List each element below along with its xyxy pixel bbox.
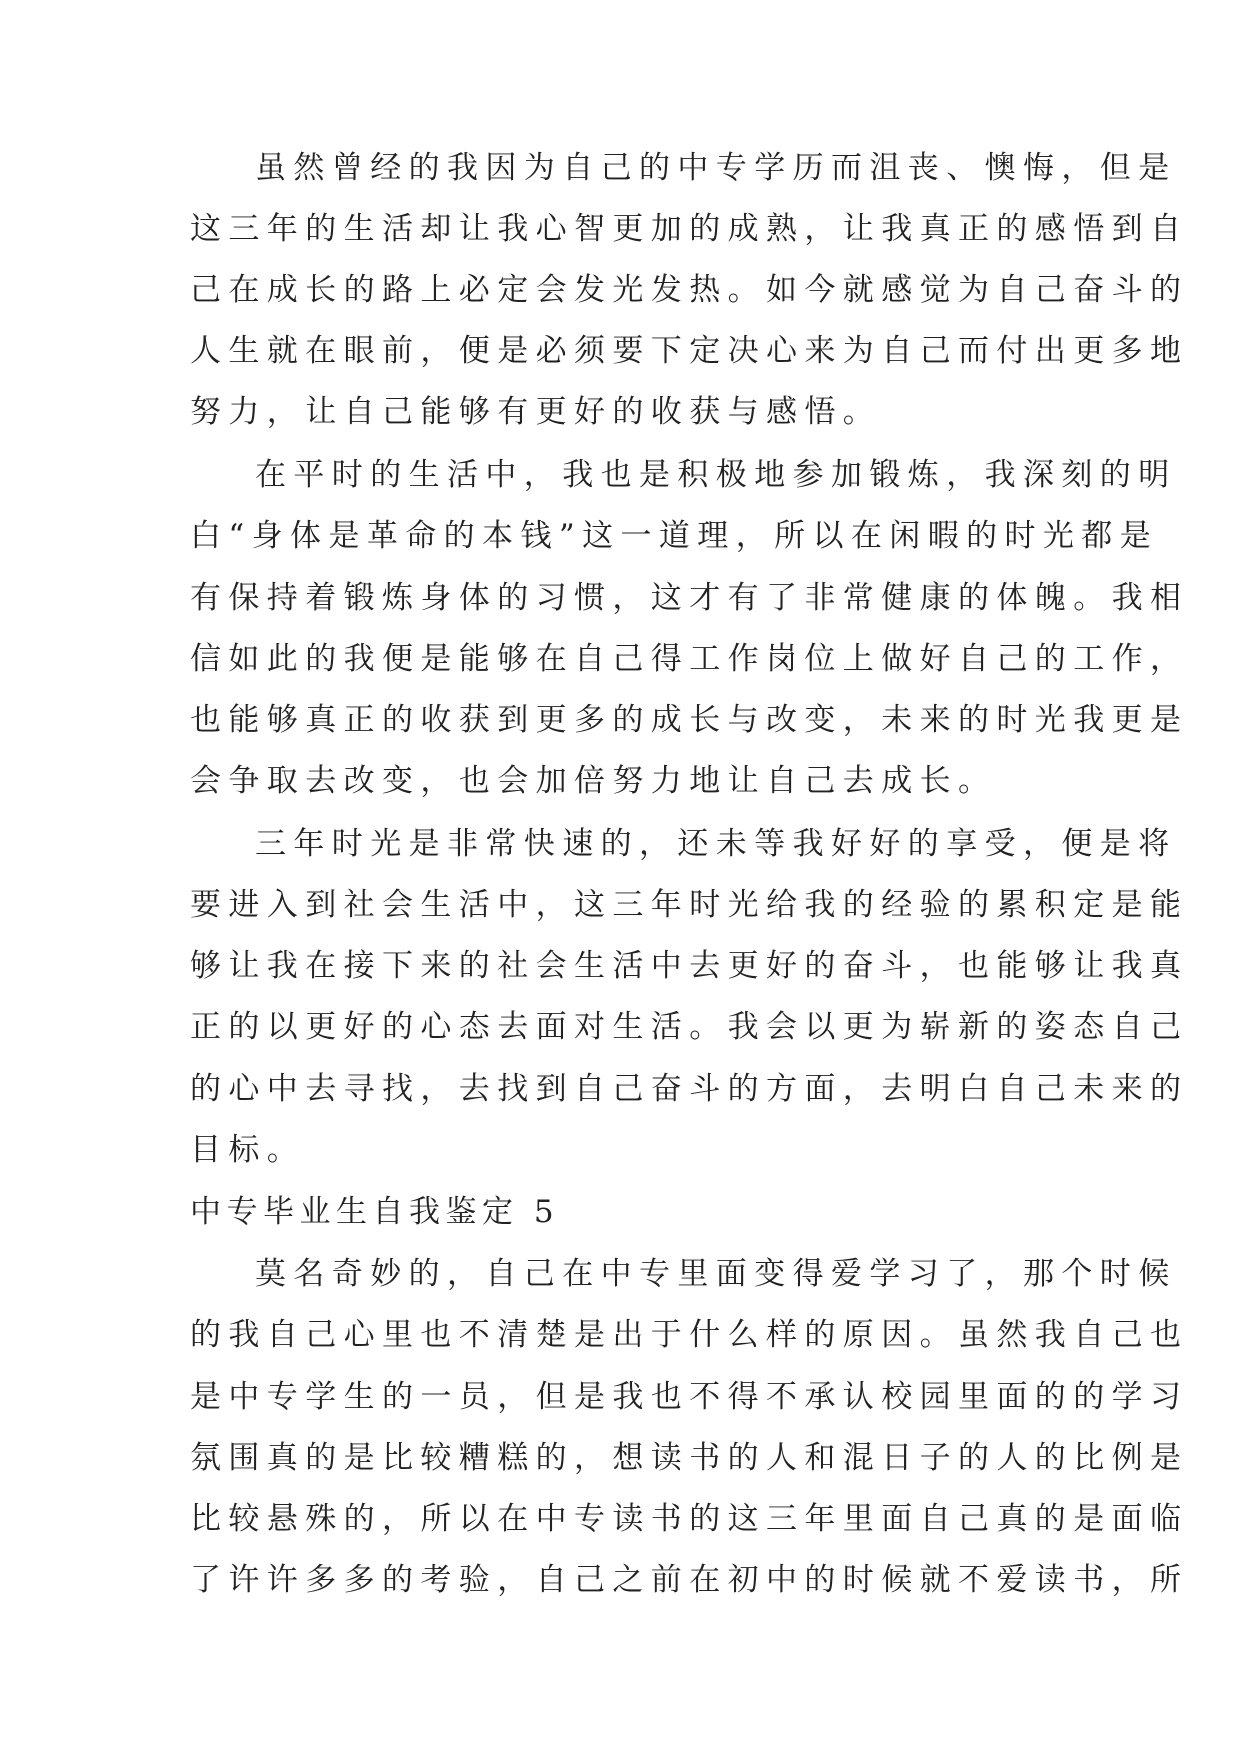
paragraph-4-line-4: 氛围真的是比较糟糕的，想读书的人和混日子的人的比例是: [190, 1440, 1189, 1476]
paragraph-2-line-1: 在平时的生活中，我也是积极地参加锻炼，我深刻的明: [255, 457, 1177, 493]
paragraph-4-line-5: 比较悬殊的，所以在中专读书的这三年里面自己真的是面临: [190, 1501, 1189, 1537]
paragraph-2-line-4: 信如此的我便是能够在自己得工作岗位上做好自己的工作，: [190, 641, 1189, 677]
paragraph-4-line-6: 了许许多多的考验，自己之前在初中的时候就不爱读书，所: [190, 1562, 1189, 1598]
paragraph-2-line-5: 也能够真正的收获到更多的成长与改变，未来的时光我更是: [190, 702, 1189, 738]
paragraph-1-line-2: 这三年的生活却让我心智更加的成熟，让我真正的感悟到自: [190, 211, 1189, 247]
paragraph-4-line-3: 是中专学生的一员，但是我也不得不承认校园里面的的学习: [190, 1379, 1189, 1415]
paragraph-2-line-3: 有保持着锻炼身体的习惯，这才有了非常健康的体魄。我相: [190, 580, 1189, 616]
paragraph-3-line-2: 要进入到社会生活中，这三年时光给我的经验的累积定是能: [190, 887, 1189, 923]
paragraph-3-line-1: 三年时光是非常快速的，还未等我好好的享受，便是将: [255, 826, 1177, 862]
paragraph-3-line-3: 够让我在接下来的社会生活中去更好的奋斗，也能够让我真: [190, 948, 1189, 984]
paragraph-2-line-2: 白“身体是革命的本钱”这一道理，所以在闲暇的时光都是: [190, 518, 1159, 554]
paragraph-4-line-2: 的我自己心里也不清楚是出于什么样的原因。虽然我自己也: [190, 1317, 1189, 1353]
paragraph-3-line-5: 的心中去寻找，去找到自己奋斗的方面，去明白自己未来的: [190, 1071, 1189, 1107]
section-heading: 中专毕业生自我鉴定 5: [190, 1194, 560, 1230]
paragraph-1-line-3: 己在成长的路上必定会发光发热。如今就感觉为自己奋斗的: [190, 272, 1189, 308]
paragraph-4-line-1: 莫名奇妙的，自己在中专里面变得爱学习了，那个时候: [255, 1256, 1177, 1292]
paragraph-3-line-6: 目标。: [190, 1132, 306, 1168]
paragraph-2-line-6: 会争取去改变，也会加倍努力地让自己去成长。: [190, 763, 997, 799]
paragraph-3-line-4: 正的以更好的心态去面对生活。我会以更为崭新的姿态自己: [190, 1009, 1189, 1045]
paragraph-1-line-1: 虽然曾经的我因为自己的中专学历而沮丧、懊悔，但是: [255, 150, 1177, 186]
paragraph-1-line-4: 人生就在眼前，便是必须要下定决心来为自己而付出更多地: [190, 333, 1189, 369]
paragraph-1-line-5: 努力，让自己能够有更好的收获与感悟。: [190, 394, 882, 430]
